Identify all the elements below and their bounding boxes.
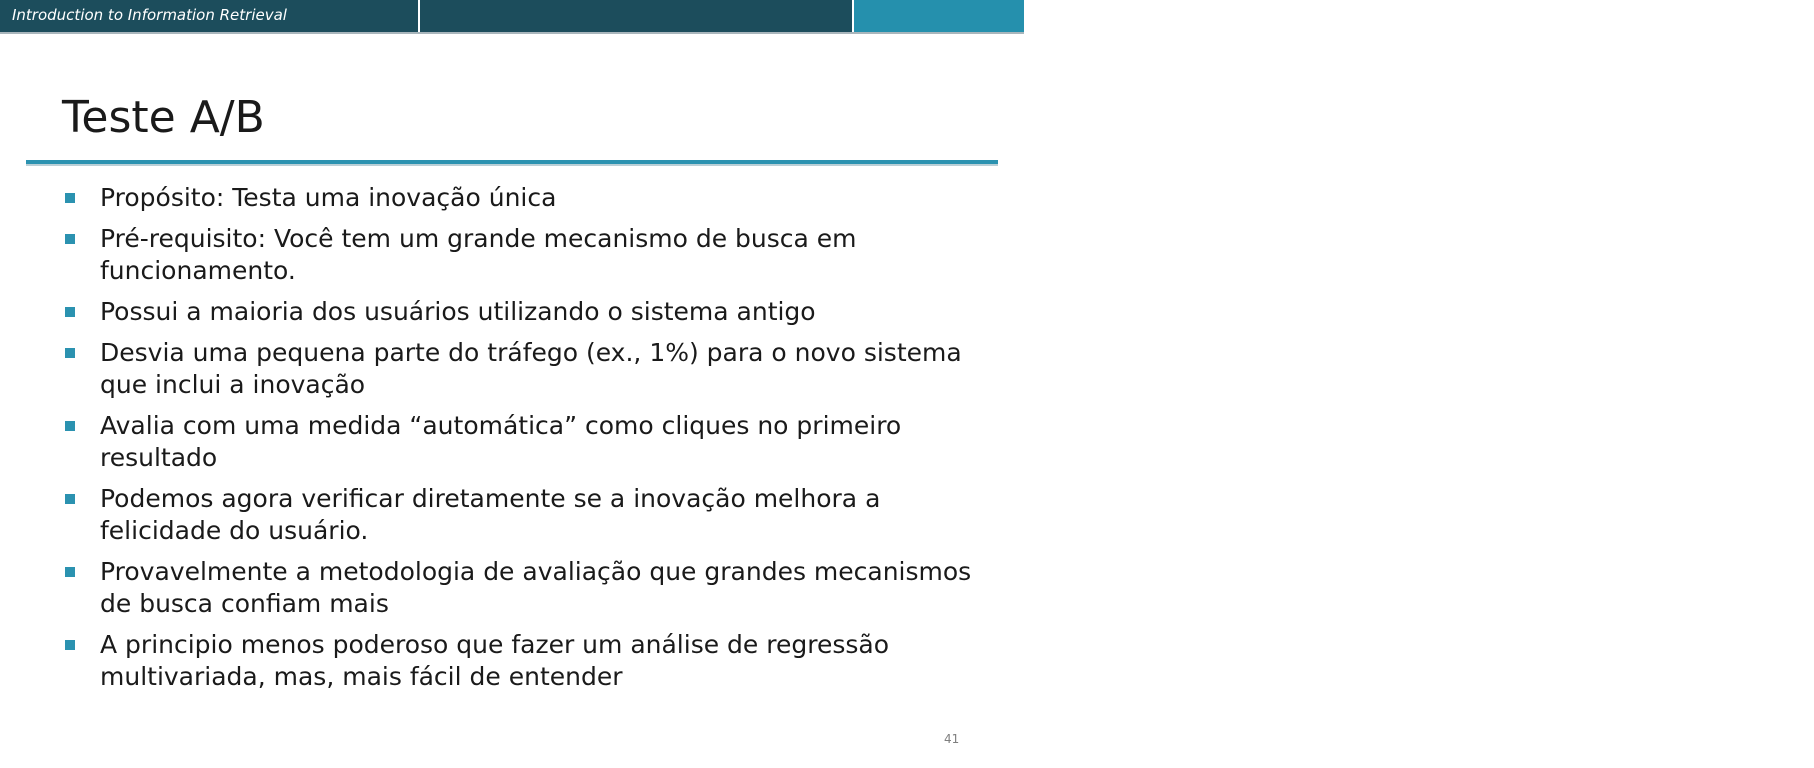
slide-title: Teste A/B	[62, 92, 265, 143]
square-bullet-icon	[65, 348, 75, 358]
title-underline-shadow	[26, 164, 998, 166]
bullet-item	[62, 223, 982, 287]
square-bullet-icon	[65, 307, 75, 317]
header-bar	[0, 0, 1814, 32]
bullet-text: Desvia uma pequena parte do tráfego (ex., 1%) para o novo sistema que inclui a inovação	[100, 338, 962, 399]
header-left-panel	[0, 0, 418, 32]
square-bullet-icon	[65, 567, 75, 577]
course-title: Introduction to Information Retrieval	[12, 6, 287, 24]
square-bullet-icon	[65, 193, 75, 203]
square-bullet-icon	[65, 234, 75, 244]
header-section-panel	[854, 0, 1814, 32]
header-middle-panel	[420, 0, 852, 32]
square-bullet-icon	[65, 421, 75, 431]
bullet-list	[62, 182, 982, 702]
bullet-text: Avalia com uma medida “automática” como cliques no primeiro resultado	[100, 411, 902, 472]
bullet-item	[62, 410, 982, 474]
bullet-item	[62, 337, 982, 401]
bullet-text: A principio menos poderoso que fazer um análise de regressão multivariada, mas, mais fácil de entender	[100, 630, 890, 691]
bullet-text: Podemos agora verificar diretamente se a inovação melhora a felicidade do usuário.	[100, 484, 881, 545]
bullet-text: Possui a maioria dos usuários utilizando o sistema antigo	[100, 297, 816, 326]
bullet-text: Provavelmente a metodologia de avaliação que grandes mecanismos de busca confiam mais	[100, 557, 972, 618]
page-number: 41	[944, 732, 960, 746]
bullet-item	[62, 296, 982, 328]
section-label: Sec. 8.6.3	[1719, 4, 1814, 25]
bullet-item	[62, 483, 982, 547]
bullet-text: Propósito: Testa uma inovação única	[100, 183, 557, 212]
square-bullet-icon	[65, 640, 75, 650]
square-bullet-icon	[65, 494, 75, 504]
bullet-item	[62, 556, 982, 620]
bullet-item	[62, 629, 982, 693]
header-divider	[0, 32, 1024, 34]
bullet-text: Pré-requisito: Você tem um grande mecanismo de busca em funcionamento.	[100, 224, 857, 285]
bullet-item	[62, 182, 982, 214]
